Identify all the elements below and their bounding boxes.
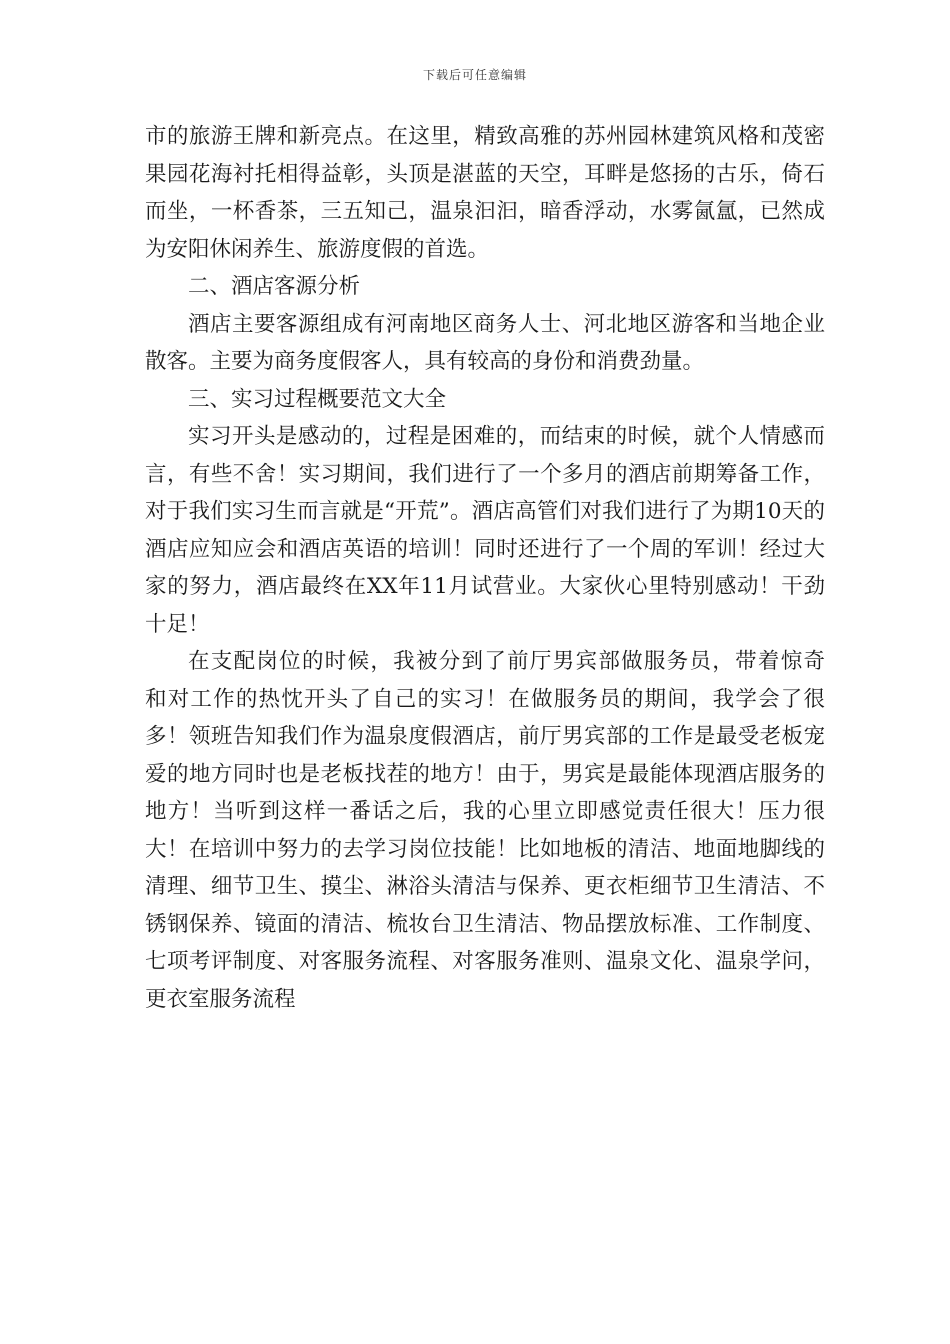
paragraph-guest-source: 酒店主要客源组成有河南地区商务人士、河北地区游客和当地企业散客。主要为商务度假客人，具有较高的身份和消费劲量。: [145, 311, 825, 374]
paragraph-job-assignment: 在支配岗位的时候，我被分到了前厅男宾部做服务员，带着惊奇 和对工作的热忱开头了自己的实习！在做服务员的期间，我学会了很多！领班告知我们作为温泉度假酒店，前厅男宾部的工作是最受老板宠爱的地方同时也是老板找茬的地方！由于，男宾是最能体现酒店服务的地方！当听到这样一番话之后，我的心里立即感觉责任很大！压力很大！在培训中努力的去学习岗位技能！比如地板的清洁、地面地脚线的清理、细节卫生、摸尘、淋浴头清洁与保养、更衣柜细节卫生清洁、不锈钢保养、镜面的清洁、梳妆台卫生清洁、物品摆放标准、工作制度、七项考评制度、对客服务流程、对客服务准则、温泉文化、温泉学问，更衣室服务流程: [145, 649, 847, 1012]
section-heading-guest-source: 二、酒店客源分析: [188, 274, 361, 299]
paragraph-internship-start: 实习开头是感动的，过程是困难的，而结束的时候，就个人情感而言，有些不舍！实习期间，我们进行了一个多月的酒店前期筹备工作，对于我们实习生而言就是“开荒”。酒店高管们对我们进行了为期10天的酒店应知应会和酒店英语的培训！同时还进行了一个周的军训！经过大家的努力，酒店最终在XX年11月试营业。大家伙心里特别感动！干劲十足！: [145, 424, 825, 637]
document-body: [145, 118, 847, 1018]
page-header: 下载后可任意编辑: [422, 68, 527, 82]
paragraph-continuation: 市的旅游王牌和新亮点。在这里，精致高雅的苏州园林建筑风格和茂密果园花海衬托相得益彰，头顶是湛蓝的天空，耳畔是悠扬的古乐，倚石而坐，一杯香茶，三五知己，温泉汩汩，暗香浮动，水雾氤氲，已然成为安阳休闲养生、旅游度假的首选。: [145, 124, 825, 262]
section-heading-internship-process: 三、实习过程概要范文大全: [188, 386, 447, 412]
